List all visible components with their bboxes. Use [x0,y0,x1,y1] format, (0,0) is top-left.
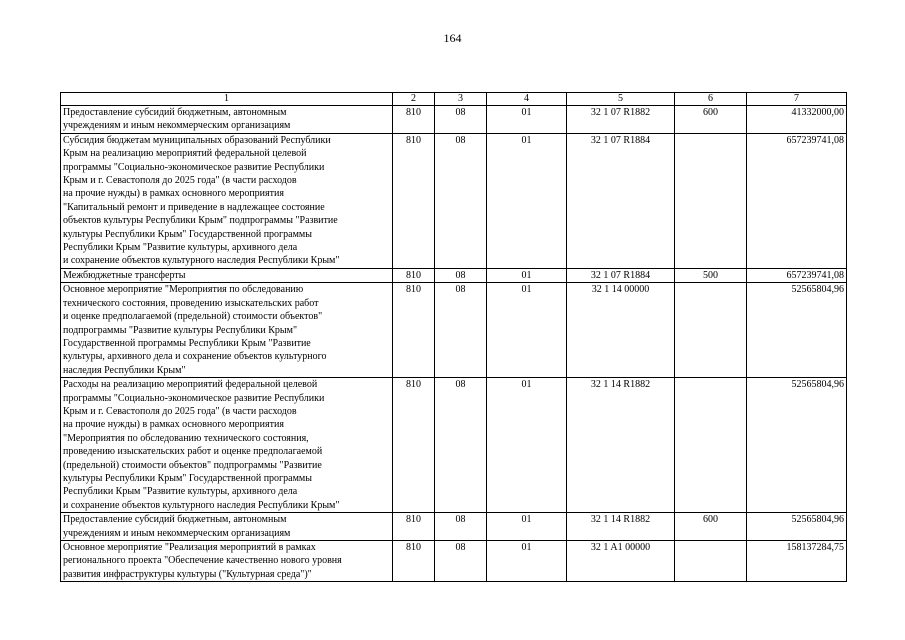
code-cell: 810 [393,513,435,541]
row-description: Расходы на реализацию мероприятий федеральной целевой программы "Социально-экономическое развитие Республики Крым и г. Севастополя до 2025 года" (в части расходов на прочие нужды) в рамках основного мероприятия "Мероприятия по обследованию технического состояния, проведению изыскательских работ и оценке предполагаемой (предельной) стоимости объектов" подпрограммы "Развитие культуры Республики Крым" Государственной программы Республики Крым "Развитие культуры, архивного дела и сохранение объектов культурного наследия Республики Крым" [61,378,393,513]
row-description: Предоставление субсидий бюджетным, автономным учреждениям и иным некоммерческим организациям [61,513,393,541]
table-row [61,133,847,268]
target-article-cell: 32 1 14 00000 [567,283,675,378]
column-header: 3 [435,93,487,106]
amount-cell: 657239741,08 [747,133,847,268]
column-header: 4 [487,93,567,106]
code-cell: 810 [393,541,435,582]
expense-type-cell [675,133,747,268]
expense-type-cell: 600 [675,513,747,541]
amount-cell: 41332000,00 [747,106,847,134]
page-number: 164 [443,31,462,45]
code-cell: 810 [393,378,435,513]
section-cell: 08 [435,378,487,513]
code-cell: 810 [393,283,435,378]
row-description: Основное мероприятие "Мероприятия по обследованию технического состояния, проведению изыскательских работ и оценке предполагаемой (предельной) стоимости объектов" подпрограммы "Развитие культуры Республики Крым" Государственной программы Республики Крым "Развитие культуры, архивного дела и сохранение объектов культурного наследия Республики Крым" [61,283,393,378]
budget-table [60,92,847,582]
table-row [61,378,847,513]
subsection-cell: 01 [487,106,567,134]
table-row [61,541,847,582]
expense-type-cell [675,283,747,378]
table-row [61,513,847,541]
target-article-cell: 32 1 14 R1882 [567,378,675,513]
expense-type-cell: 600 [675,106,747,134]
row-description: Предоставление субсидий бюджетным, автономным учреждениям и иным некоммерческим организациям [61,106,393,134]
code-cell: 810 [393,133,435,268]
section-cell: 08 [435,541,487,582]
section-cell: 08 [435,106,487,134]
column-header: 2 [393,93,435,106]
table-row [61,283,847,378]
code-cell: 810 [393,268,435,282]
amount-cell: 52565804,96 [747,378,847,513]
subsection-cell: 01 [487,268,567,282]
amount-cell: 52565804,96 [747,283,847,378]
target-article-cell: 32 1 14 R1882 [567,513,675,541]
subsection-cell: 01 [487,378,567,513]
code-cell: 810 [393,106,435,134]
row-description: Межбюджетные трансферты [61,268,393,282]
column-header: 6 [675,93,747,106]
expense-type-cell [675,378,747,513]
column-header: 5 [567,93,675,106]
subsection-cell: 01 [487,283,567,378]
target-article-cell: 32 1 07 R1884 [567,133,675,268]
amount-cell: 52565804,96 [747,513,847,541]
target-article-cell: 32 1 07 R1882 [567,106,675,134]
subsection-cell: 01 [487,513,567,541]
column-header: 1 [61,93,393,106]
section-cell: 08 [435,283,487,378]
target-article-cell: 32 1 A1 00000 [567,541,675,582]
table-body [61,106,847,582]
subsection-cell: 01 [487,541,567,582]
amount-cell: 158137284,75 [747,541,847,582]
table-header-row [61,93,847,106]
section-cell: 08 [435,133,487,268]
expense-type-cell [675,541,747,582]
column-header: 7 [747,93,847,106]
section-cell: 08 [435,268,487,282]
subsection-cell: 01 [487,133,567,268]
row-description: Субсидия бюджетам муниципальных образований Республики Крым на реализацию мероприятий федеральной целевой программы "Социально-экономическое развитие Республики Крым и г. Севастополя до 2025 года" (в части расходов на прочие нужды) в рамках основного мероприятия "Капитальный ремонт и приведение в надлежащее состояние объектов культуры Республики Крым" подпрограммы "Развитие культуры Республики Крым" Государственной программы Республики Крым "Развитие культуры, архивного дела и сохранение объектов культурного наследия Республики Крым" [61,133,393,268]
section-cell: 08 [435,513,487,541]
table-row [61,268,847,282]
expense-type-cell: 500 [675,268,747,282]
table-row [61,106,847,134]
target-article-cell: 32 1 07 R1884 [567,268,675,282]
amount-cell: 657239741,08 [747,268,847,282]
row-description: Основное мероприятие "Реализация мероприятий в рамках регионального проекта "Обеспечение качественно нового уровня развития инфраструктуры культуры ("Культурная среда")" [61,541,393,582]
